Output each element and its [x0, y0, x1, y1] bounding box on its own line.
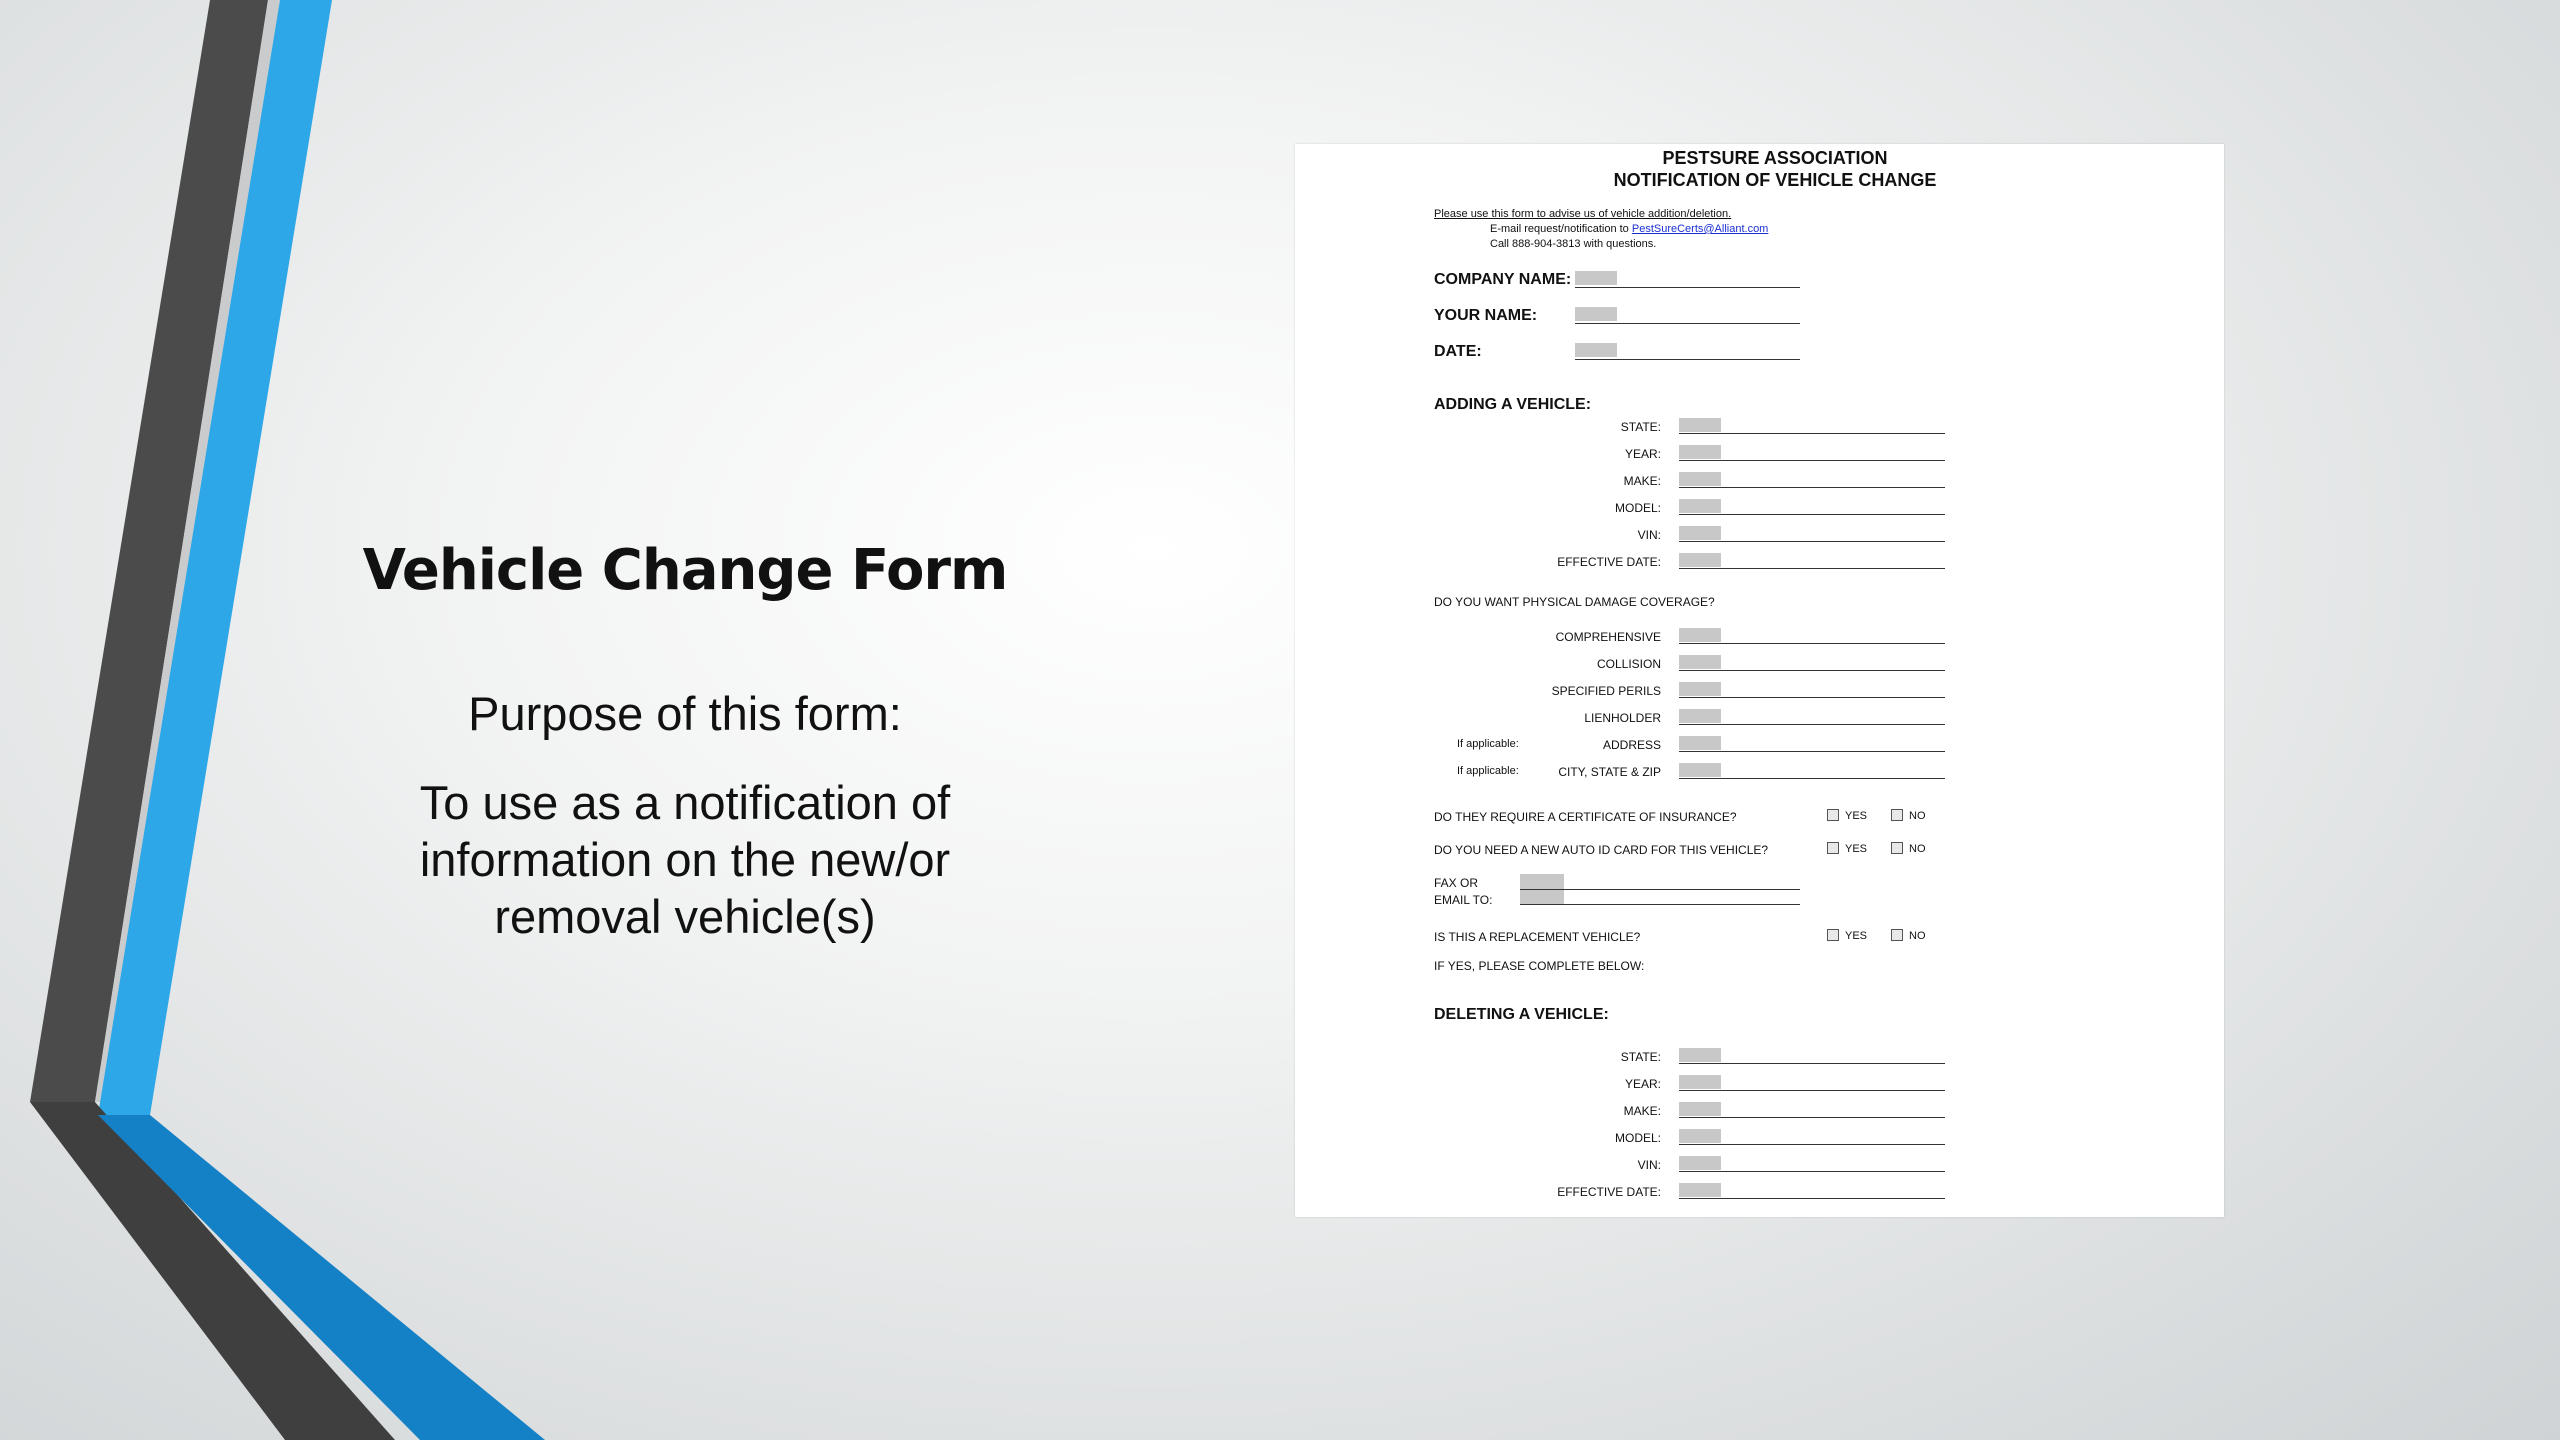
coverage-line — [1679, 751, 1945, 752]
deleting-vehicle-line — [1679, 1198, 1945, 1199]
certificate-question: DO THEY REQUIRE A CERTIFICATE OF INSURANCE? — [1434, 810, 1737, 824]
deleting-vehicle-field[interactable] — [1679, 1129, 1721, 1143]
adding-vehicle-field[interactable] — [1679, 445, 1721, 459]
replacement-no-label: NO — [1909, 930, 1926, 942]
if-applicable-city: If applicable: — [1457, 765, 1519, 777]
your-name-field[interactable] — [1575, 307, 1617, 321]
adding-vehicle-line — [1679, 487, 1945, 488]
coverage-field[interactable] — [1679, 628, 1721, 642]
deleting-vehicle-line — [1679, 1090, 1945, 1091]
coverage-line — [1679, 778, 1945, 779]
coverage-question: DO YOU WANT PHYSICAL DAMAGE COVERAGE? — [1434, 595, 1715, 609]
coverage-field[interactable] — [1679, 763, 1721, 777]
coverage-label: COMPREHENSIVE — [1555, 630, 1661, 644]
if-yes-note: IF YES, PLEASE COMPLETE BELOW: — [1434, 959, 1645, 973]
date-line — [1575, 359, 1800, 360]
adding-vehicle-field[interactable] — [1679, 472, 1721, 486]
deleting-vehicle-line — [1679, 1117, 1945, 1118]
adding-vehicle-field[interactable] — [1679, 526, 1721, 540]
date-field[interactable] — [1575, 343, 1617, 357]
coverage-label: SPECIFIED PERILS — [1551, 684, 1661, 698]
auto-id-no-label: NO — [1909, 843, 1926, 855]
coverage-line — [1679, 670, 1945, 671]
fax-label-line2: EMAIL TO: — [1434, 893, 1493, 907]
replacement-yes-checkbox[interactable] — [1827, 929, 1839, 941]
certificate-no-checkbox[interactable] — [1891, 809, 1903, 821]
form-page-image — [1295, 144, 2224, 1217]
replacement-yes-label: YES — [1845, 930, 1868, 942]
deleting-vehicle-field[interactable] — [1679, 1048, 1721, 1062]
adding-vehicle-line — [1679, 514, 1945, 515]
deleting-heading: DELETING A VEHICLE: — [1434, 1006, 1609, 1023]
deleting-vehicle-field[interactable] — [1679, 1102, 1721, 1116]
date-label: DATE: — [1434, 343, 1482, 360]
deleting-vehicle-field[interactable] — [1679, 1183, 1721, 1197]
auto-id-question: DO YOU NEED A NEW AUTO ID CARD FOR THIS VEHICLE? — [1434, 843, 1769, 857]
form-note-line2 — [1490, 223, 1768, 235]
form-note-line3: Call 888-904-3813 with questions. — [1490, 238, 1657, 250]
coverage-line — [1679, 724, 1945, 725]
deleting-vehicle-label: STATE: — [1620, 1050, 1661, 1064]
coverage-label: LIENHOLDER — [1584, 711, 1661, 725]
adding-vehicle-line — [1679, 433, 1945, 434]
adding-vehicle-field[interactable] — [1679, 553, 1721, 567]
adding-vehicle-line — [1679, 460, 1945, 461]
form-note-text: E-mail request/notification to — [1490, 223, 1629, 235]
deleting-vehicle-field[interactable] — [1679, 1075, 1721, 1089]
if-applicable-address: If applicable: — [1457, 738, 1519, 750]
certificate-yes-checkbox[interactable] — [1827, 809, 1839, 821]
adding-vehicle-label: EFFECTIVE DATE: — [1557, 555, 1661, 569]
certificate-yes-label: YES — [1845, 810, 1868, 822]
replacement-question: IS THIS A REPLACEMENT VEHICLE? — [1434, 930, 1641, 944]
deleting-vehicle-label: VIN: — [1637, 1158, 1661, 1172]
adding-vehicle-label: STATE: — [1620, 420, 1661, 434]
adding-vehicle-line — [1679, 541, 1945, 542]
coverage-line — [1679, 643, 1945, 644]
adding-vehicle-field[interactable] — [1679, 499, 1721, 513]
form-heading: NOTIFICATION OF VEHICLE CHANGE — [1613, 170, 1937, 190]
coverage-field[interactable] — [1679, 655, 1721, 669]
purpose-body: To use as a notification of information on the new/or removal vehicle(s) — [419, 776, 951, 943]
adding-vehicle-label: YEAR: — [1624, 447, 1661, 461]
company-name-line — [1575, 287, 1800, 288]
company-name-field[interactable] — [1575, 271, 1617, 285]
slide-title: Vehicle Change Form — [362, 538, 1008, 603]
coverage-label: ADDRESS — [1602, 738, 1661, 752]
replacement-no-checkbox[interactable] — [1891, 929, 1903, 941]
auto-id-yes-checkbox[interactable] — [1827, 842, 1839, 854]
adding-vehicle-label: MAKE: — [1623, 474, 1661, 488]
adding-vehicle-field[interactable] — [1679, 418, 1721, 432]
stripe-dark-diagonal — [30, 1102, 395, 1440]
fax-email-line1 — [1520, 889, 1800, 890]
form-email-link[interactable]: PestSureCerts@Alliant.com — [1631, 223, 1769, 235]
form-org-title: PESTSURE ASSOCIATION — [1662, 148, 1888, 168]
deleting-vehicle-label: MODEL: — [1614, 1131, 1661, 1145]
purpose-heading: Purpose of this form: — [468, 687, 902, 740]
coverage-field[interactable] — [1679, 736, 1721, 750]
deleting-vehicle-label: YEAR: — [1624, 1077, 1661, 1091]
coverage-label: CITY, STATE & ZIP — [1558, 765, 1661, 779]
fax-email-line2 — [1520, 904, 1800, 905]
coverage-line — [1679, 697, 1945, 698]
your-name-line — [1575, 323, 1800, 324]
adding-vehicle-label: VIN: — [1637, 528, 1661, 542]
coverage-field[interactable] — [1679, 709, 1721, 723]
deleting-vehicle-line — [1679, 1063, 1945, 1064]
deleting-vehicle-label: EFFECTIVE DATE: — [1557, 1185, 1661, 1199]
coverage-field[interactable] — [1679, 682, 1721, 696]
deleting-vehicle-line — [1679, 1144, 1945, 1145]
adding-vehicle-line — [1679, 568, 1945, 569]
deleting-vehicle-line — [1679, 1171, 1945, 1172]
deleting-vehicle-field[interactable] — [1679, 1156, 1721, 1170]
form-note-line1: Please use this form to advise us of vehicle addition/deletion. — [1434, 208, 1732, 220]
fax-label-line1: FAX OR — [1434, 876, 1479, 890]
adding-heading: ADDING A VEHICLE: — [1434, 396, 1592, 413]
deleting-vehicle-label: MAKE: — [1623, 1104, 1661, 1118]
coverage-label: COLLISION — [1596, 657, 1661, 671]
auto-id-yes-label: YES — [1845, 843, 1868, 855]
your-name-label: YOUR NAME: — [1434, 307, 1538, 324]
certificate-no-label: NO — [1909, 810, 1926, 822]
auto-id-no-checkbox[interactable] — [1891, 842, 1903, 854]
adding-vehicle-label: MODEL: — [1614, 501, 1661, 515]
company-name-label: COMPANY NAME: — [1434, 271, 1572, 288]
